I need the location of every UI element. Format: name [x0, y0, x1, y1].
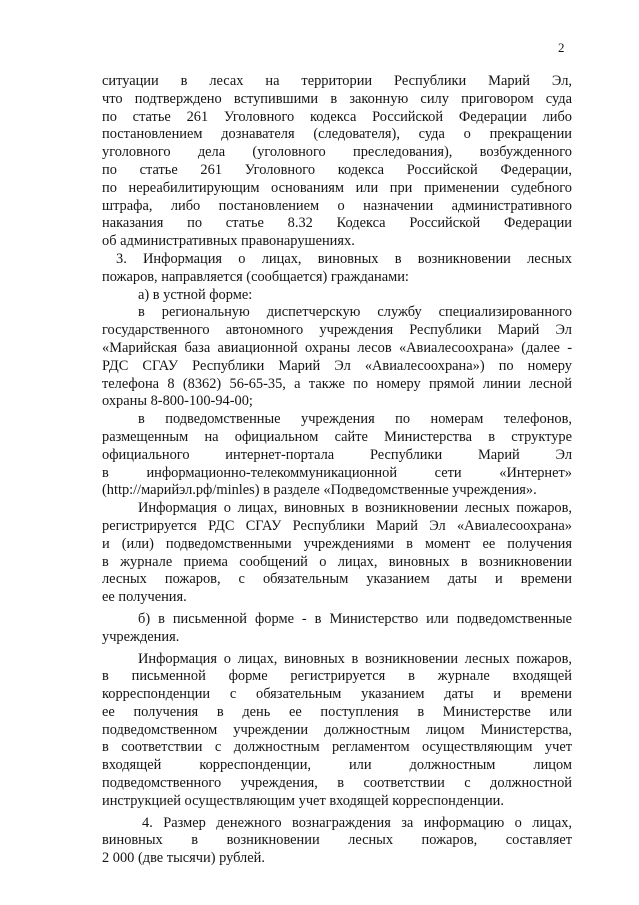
text-line: Информация о лицах, виновных в возникновении лесных пожаров, [138, 500, 572, 517]
text-line: телефона 8 (8362) 56-65-35, а также по номеру прямой линии лесной [102, 375, 572, 392]
text-line: в соответствии с должностным регламентом осуществляющим учет [102, 739, 572, 756]
text-line: виновных в возникновении лесных пожаров, составляет [102, 832, 572, 849]
text-line: по статье 261 Уголовного кодекса Российской Федерации, [102, 161, 572, 178]
text-line: в информационно-телекоммуникационной сети «Интернет» [102, 464, 572, 481]
text-line: и (или) подведомственными учреждениями в момент ее получения [102, 535, 572, 552]
text-line: б) в письменной форме - в Министерство или подведомственные [138, 610, 572, 627]
text-line: (http://марийэл.рф/minles) в разделе «Подведомственные учреждения». [102, 482, 537, 499]
text-line: инструкцией осуществляющим учет входящей корреспонденции. [102, 792, 504, 809]
text-line: подведомственном учреждении должностным лицом Министерства, [102, 721, 572, 738]
text-line: ее получения. [102, 589, 187, 606]
text-line: по нереабилитирующим основаниям или при применении судебного [102, 179, 572, 196]
text-line: Информация о лицах, виновных в возникновении лесных пожаров, [138, 650, 572, 667]
document-body [102, 73, 572, 868]
text-line: лесных пожаров, с обязательным указанием даты и времени [102, 571, 572, 588]
text-line: корреспонденции с обязательным указанием даты и времени [102, 686, 572, 703]
text-line: в региональную диспетчерскую службу специализированного [138, 304, 572, 321]
text-line: входящей корреспонденции, или должностным лицом [102, 757, 572, 774]
text-line: РДС СГАУ Республики Марий Эл «Авиалесоохрана») по номеру [102, 357, 572, 374]
text-line: наказания по статье 8.32 Кодекса Российской Федерации [102, 215, 572, 232]
text-line: штрафа, либо постановлением о назначении административного [102, 197, 572, 214]
text-line: в подведомственные учреждения по номерам телефонов, [138, 411, 572, 428]
text-line: ситуации в лесах на территории Республики Марий Эл, [102, 73, 572, 89]
text-line: уголовного дела (уголовного преследования), возбужденного [102, 144, 572, 161]
text-line: об административных правонарушениях. [102, 233, 355, 250]
text-line: ее получения в день ее поступления в Министерстве или [102, 703, 572, 720]
text-line: в журнале приема сообщений о лицах, виновных в возникновении [102, 553, 572, 570]
text-line: а) в устной форме: [138, 286, 253, 303]
text-line: подведомственного учреждения, в соответствии с должностной [102, 775, 572, 792]
text-line: постановлением дознавателя (следователя), суда о прекращении [102, 126, 572, 143]
text-line: 2 000 (две тысячи) рублей. [102, 850, 265, 867]
text-line: регистрируется РДС СГАУ Республики Марий Эл «Авиалесоохрана» [102, 517, 572, 534]
text-line: «Марийская база авиационной охраны лесов «Авиалесоохрана» (далее - [102, 339, 572, 356]
text-line: охраны 8-800-100-94-00; [102, 393, 253, 410]
text-line: что подтверждено вступившими в законную силу приговором суда [102, 90, 572, 107]
text-line: официального интернет-портала Республики Марий Эл [102, 446, 572, 463]
text-line: пожаров, направляется (сообщается) гражданами: [102, 268, 409, 285]
text-line: государственного автономного учреждения Республики Марий Эл [102, 322, 572, 339]
text-line: 4. Размер денежного вознаграждения за информацию о лицах, [142, 814, 572, 831]
text-line: в письменной форме регистрируется в журнале входящей [102, 668, 572, 685]
page-number: 2 [558, 40, 565, 55]
text-line: размещенным на официальном сайте Министерства в структуре [102, 428, 572, 445]
text-line: по статье 261 Уголовного кодекса Российской Федерации либо [102, 108, 572, 125]
text-line: учреждения. [102, 628, 180, 645]
text-line: 3. Информация о лицах, виновных в возникновении лесных [116, 250, 572, 267]
